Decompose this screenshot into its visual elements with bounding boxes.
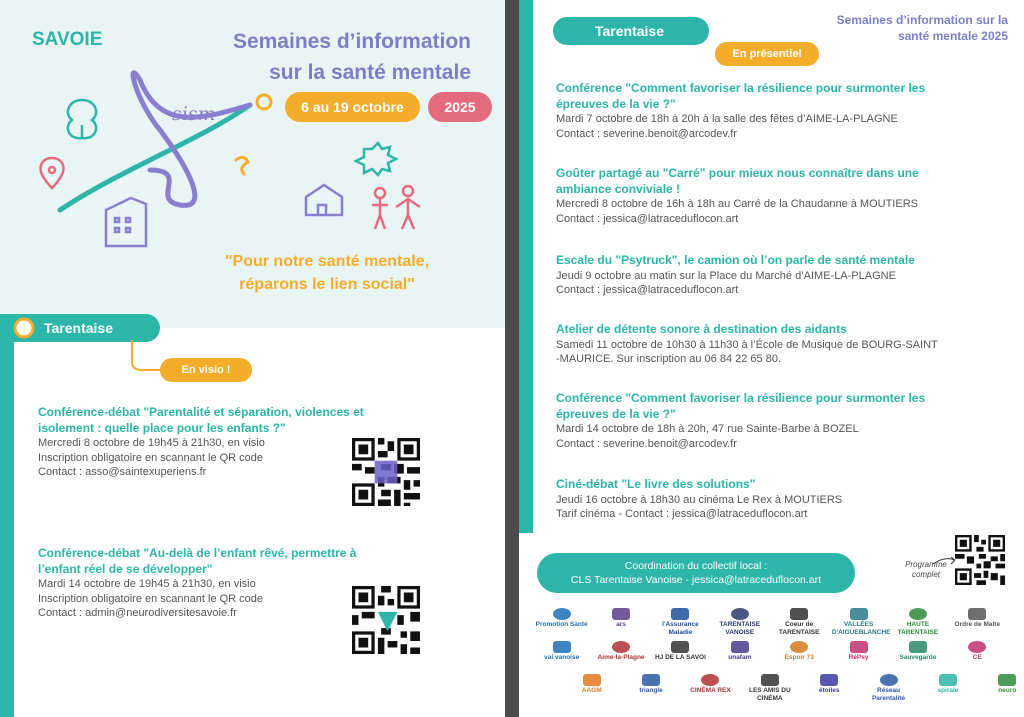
partner-logo-mark bbox=[939, 674, 957, 686]
partner-logo bbox=[981, 674, 1024, 695]
qr-code-icon[interactable] bbox=[352, 438, 420, 506]
slogan: "Pour notre santé mentale, réparons le lien social" bbox=[224, 253, 430, 293]
event-onsite-6: Ciné-débat "Le livre des solutions" Jeudi 16 octobre à 18h30 au cinéma Le Rex à MOUTIERS Tarif cinéma - Contact : jessica@latraceduflocon.art bbox=[556, 477, 843, 520]
partner-logo-mark bbox=[553, 641, 571, 653]
partner-logo-text: val vanoise bbox=[544, 654, 580, 661]
partner-logo-text: AAGM bbox=[581, 687, 602, 694]
event-onsite-3: Escale du "Psytruck", le camion où l’on parle de santé mentale Jeudi 9 octobre au matin sur la Place du Marché d’AIME-LA-PLAGNE Contact : jessica@latraceduflocon.art bbox=[556, 253, 915, 296]
event-onsite-2: Goûter partagé au "Carré" pour mieux nous connaître dans une ambiance conviviale ! Mercredi 8 octobre de 16h à 18h au Carré de la Chaudanne à MOUTIERS Contact : jessica@latraceduflocon.art bbox=[556, 166, 919, 225]
partner-logo-mark bbox=[642, 674, 660, 686]
coordination-badge: Coordination du collectif local : CLS Tarentaise Vanoise - jessica@latraceduflocon.art bbox=[537, 553, 855, 593]
partner-logo-text: l'Assurance Maladie bbox=[662, 621, 699, 636]
sism-logo: sism bbox=[172, 103, 216, 125]
partner-logo-text: HJ DE LA SAVOI bbox=[654, 654, 706, 661]
event-onsite-1: Conférence "Comment favoriser la résilience pour surmonter les épreuves de la vie ?" Mardi 7 octobre de 18h à 20h à la salle des fêtes d’AIME-LA-PLAGNE Contact : severine.benoit@arcodev.fr bbox=[556, 81, 926, 140]
partner-logo-text: Promotion Santé bbox=[535, 621, 588, 628]
partner-logo bbox=[624, 674, 677, 695]
partner-logo-mark bbox=[880, 674, 898, 686]
partner-logo bbox=[743, 674, 796, 703]
dates-badge: 6 au 19 octobre bbox=[285, 92, 420, 122]
partner-logo-text: CE bbox=[972, 654, 982, 661]
partner-logo-text: triangle bbox=[639, 687, 663, 694]
partner-logo bbox=[654, 608, 707, 637]
partner-logo-text: spirale bbox=[937, 687, 959, 694]
partner-logo bbox=[713, 641, 766, 662]
partner-logo bbox=[921, 674, 974, 695]
partner-logo-mark bbox=[731, 641, 749, 653]
qr-code-icon[interactable] bbox=[955, 535, 1005, 585]
partner-logo-text: Ordre de Malte bbox=[954, 621, 1001, 628]
people-icon bbox=[372, 186, 420, 229]
partner-logo-mark bbox=[761, 674, 779, 686]
event-onsite-5: Conférence "Comment favoriser la résilience pour surmonter les épreuves de la vie ?" Mardi 14 octobre de 18h à 20h, 47 rue Sainte-Barbe à BOZEL Contact : severine.benoit@arcodev.fr bbox=[556, 391, 926, 450]
partner-logo bbox=[803, 674, 856, 695]
partner-logo-text: Réseau Parentalité bbox=[871, 687, 906, 702]
partner-logo-text: Coeur de TARENTAISE bbox=[778, 621, 820, 636]
region-label: SAVOIE bbox=[32, 29, 103, 50]
partner-logo bbox=[713, 608, 766, 637]
partner-logo-text: Sauvegarde bbox=[899, 654, 937, 661]
year-badge: 2025 bbox=[428, 92, 492, 122]
partner-logo-mark bbox=[612, 608, 630, 620]
house-icon bbox=[306, 185, 342, 215]
partner-logo-text: RéPsy bbox=[848, 654, 869, 661]
section-pill: Tarentaise bbox=[553, 17, 709, 45]
partner-logo-text: CINÉMA REX bbox=[690, 687, 731, 694]
partner-logo-mark bbox=[790, 608, 808, 620]
section-pill: Tarentaise bbox=[0, 314, 160, 342]
partner-logo bbox=[773, 608, 826, 637]
partner-logo-mark bbox=[701, 674, 719, 686]
partner-logo-mark bbox=[583, 674, 601, 686]
location-pin-icon bbox=[40, 158, 63, 188]
partner-logo bbox=[891, 641, 944, 662]
section-ring-icon bbox=[12, 316, 36, 340]
arrow-icon bbox=[931, 556, 957, 566]
mode-badge: En présentiel bbox=[715, 42, 819, 66]
partner-logo-text: Aime-la-Plagne bbox=[597, 654, 645, 661]
partner-logo-text: TARENTAISE VANOISE bbox=[719, 621, 761, 636]
partner-logo bbox=[832, 641, 885, 662]
partner-logo bbox=[951, 641, 1004, 662]
connector-line bbox=[130, 340, 170, 372]
partner-logo-mark bbox=[850, 608, 868, 620]
partner-logo bbox=[654, 641, 707, 662]
partner-logo-text: HAUTE TARENTAISE bbox=[897, 621, 939, 636]
partner-logo bbox=[831, 608, 891, 637]
partner-logo bbox=[594, 641, 647, 662]
event-visio-2: Conférence-débat "Au-delà de l’enfant rêvé, permettre à l’enfant réel de se développer" Mardi 14 octobre de 19h45 à 21h30, en visio Inscription obligatoire en scannant le QR code Contact : admin@neurodiversitesavoie.fr bbox=[38, 546, 357, 619]
partner-logo bbox=[535, 608, 588, 629]
partner-logo-mark bbox=[998, 674, 1016, 686]
partner-logo bbox=[951, 608, 1004, 629]
page-title: Semaines d’information sur la santé mentale bbox=[232, 30, 471, 84]
programme-label: Programme complet bbox=[905, 560, 947, 579]
partner-logo bbox=[891, 608, 944, 637]
partner-logo-text: étoiles bbox=[818, 687, 840, 694]
building-icon bbox=[106, 198, 146, 246]
partner-logo-mark bbox=[909, 608, 927, 620]
speech-bubble-icon bbox=[356, 143, 396, 175]
partner-logo-mark bbox=[671, 641, 689, 653]
tree-icon bbox=[68, 100, 96, 138]
section-side-bar bbox=[0, 326, 14, 717]
right-page bbox=[519, 0, 1024, 717]
event-onsite-4: Atelier de détente sonore à destination des aidants Samedi 11 octobre de 10h30 à 11h30 à l’École de Musique de BOURG-SAINT -MAURICE. Sur inscription au 06 84 22 65 80. bbox=[556, 322, 938, 365]
partner-logo-mark bbox=[553, 608, 571, 620]
partner-logo-mark bbox=[612, 641, 630, 653]
partner-logo-mark bbox=[909, 641, 927, 653]
partner-logo-mark bbox=[850, 641, 868, 653]
partner-logo-mark bbox=[968, 608, 986, 620]
partner-logo-mark bbox=[968, 641, 986, 653]
hero-illustration bbox=[0, 60, 290, 260]
partner-logo bbox=[535, 641, 588, 662]
partner-logo bbox=[684, 674, 737, 695]
partner-logo-mark bbox=[820, 674, 838, 686]
partner-logo-text: neuro bbox=[998, 687, 1017, 694]
left-page bbox=[0, 0, 505, 717]
hero-icons-right bbox=[300, 135, 440, 245]
partner-logo-mark bbox=[790, 641, 808, 653]
partner-logo bbox=[594, 608, 647, 629]
partner-logo-mark bbox=[671, 608, 689, 620]
partner-logo-text: VALLÉES D'AIGUEBLANCHE bbox=[831, 621, 891, 636]
partner-logo bbox=[862, 674, 915, 703]
qr-code-icon[interactable] bbox=[352, 586, 420, 654]
partner-logo-mark bbox=[731, 608, 749, 620]
partner-logo-text: Espoir 73 bbox=[784, 654, 814, 661]
page-header: Semaines d’information sur la santé mentale 2025 bbox=[836, 13, 1008, 43]
section-side-bar bbox=[519, 0, 533, 533]
partner-logo bbox=[773, 641, 826, 662]
partner-logo-text: LES AMIS DU CINÉMA bbox=[748, 687, 791, 702]
mode-badge: En visio ! bbox=[160, 358, 252, 382]
partner-logo-text: ars bbox=[616, 621, 626, 628]
partner-logo-text: unafam bbox=[728, 654, 752, 661]
partner-logo bbox=[565, 674, 618, 695]
event-visio-1: Conférence-débat "Parentalité et séparation, violences et isolement : quelle place pour les enfants ?" Mercredi 8 octobre de 19h45 à 21h30, en visio Inscription obligatoire en scannant le QR code Contact : asso@saintexuperiens.fr bbox=[38, 405, 364, 478]
